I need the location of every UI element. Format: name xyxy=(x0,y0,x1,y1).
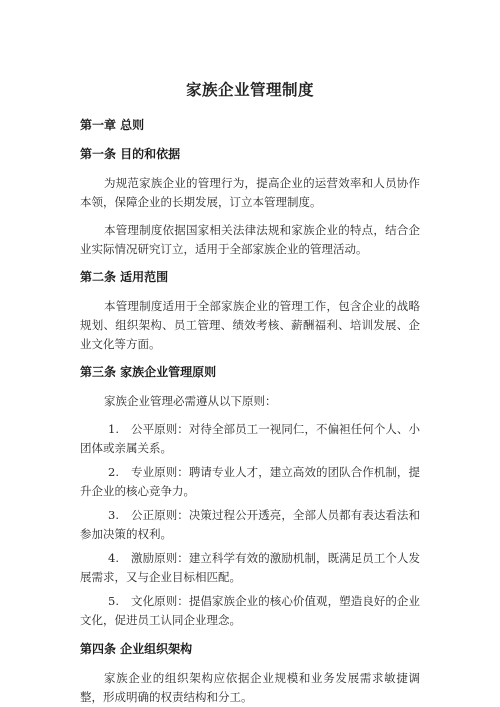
list-item-text: 公平原则：对待全部员工一视同仁，不偏袒任何个人、小团体或亲属关系。 xyxy=(80,422,420,455)
chapter-heading: 第一章 总则 xyxy=(80,118,145,132)
article-4-paragraph: 家族企业的组织架构应依据企业规模和业务发展需求敏捷调整，形成明确的权责结构和分工。 xyxy=(80,671,420,704)
article-1-paragraph-2: 本管理制度依据国家相关法律法规和家族企业的特点，结合企业实际情况研究订立，适用于全部家族企业的管理活动。 xyxy=(80,223,420,256)
article-2-heading: 第二条 适用范围 xyxy=(80,270,169,284)
article-3-intro: 家族企业管理必需遵从以下原则： xyxy=(104,394,277,408)
article-2-paragraph: 本管理制度适用于全部家族企业的管理工作，包含企业的战略规划、组织架构、员工管理、绩效考核、薪酬福利、培训发展、企业文化等方面。 xyxy=(80,299,420,351)
list-item-text: 激励原则：建立科学有效的激励机制，既满足员工个人发展需求，又与企业目标相匹配。 xyxy=(80,551,420,584)
article-3-heading: 第三条 家族企业管理原则 xyxy=(80,365,217,379)
article-1-heading: 第一条 目的和依据 xyxy=(80,147,181,161)
document-title: 家族企业管理制度 xyxy=(185,80,314,99)
article-4-heading: 第四条 企业组织架构 xyxy=(80,642,193,656)
list-item xyxy=(80,506,420,544)
list-item xyxy=(80,420,420,458)
list-item xyxy=(80,463,420,501)
list-item-number: 5. xyxy=(108,594,119,608)
list-item-text: 公正原则：决策过程公开透亮，全部人员都有表达看法和参加决策的权利。 xyxy=(80,508,420,541)
list-item-number: 3. xyxy=(108,508,119,522)
list-item-number: 1. xyxy=(108,422,119,436)
list-item-text: 文化原则：提倡家族企业的核心价值观，塑造良好的企业文化，促进员工认同企业理念。 xyxy=(80,594,420,627)
article-1-paragraph-1: 为规范家族企业的管理行为，提高企业的运营效率和人员协作本领，保障企业的长期发展，订立本管理制度。 xyxy=(80,176,420,209)
list-item-text: 专业原则：聘请专业人才，建立高效的团队合作机制，提升企业的核心竞争力。 xyxy=(80,465,420,498)
list-item xyxy=(80,549,420,587)
list-item-number: 4. xyxy=(108,551,119,565)
principles-list xyxy=(80,420,420,630)
list-item-number: 2. xyxy=(108,465,119,479)
list-item xyxy=(80,592,420,630)
